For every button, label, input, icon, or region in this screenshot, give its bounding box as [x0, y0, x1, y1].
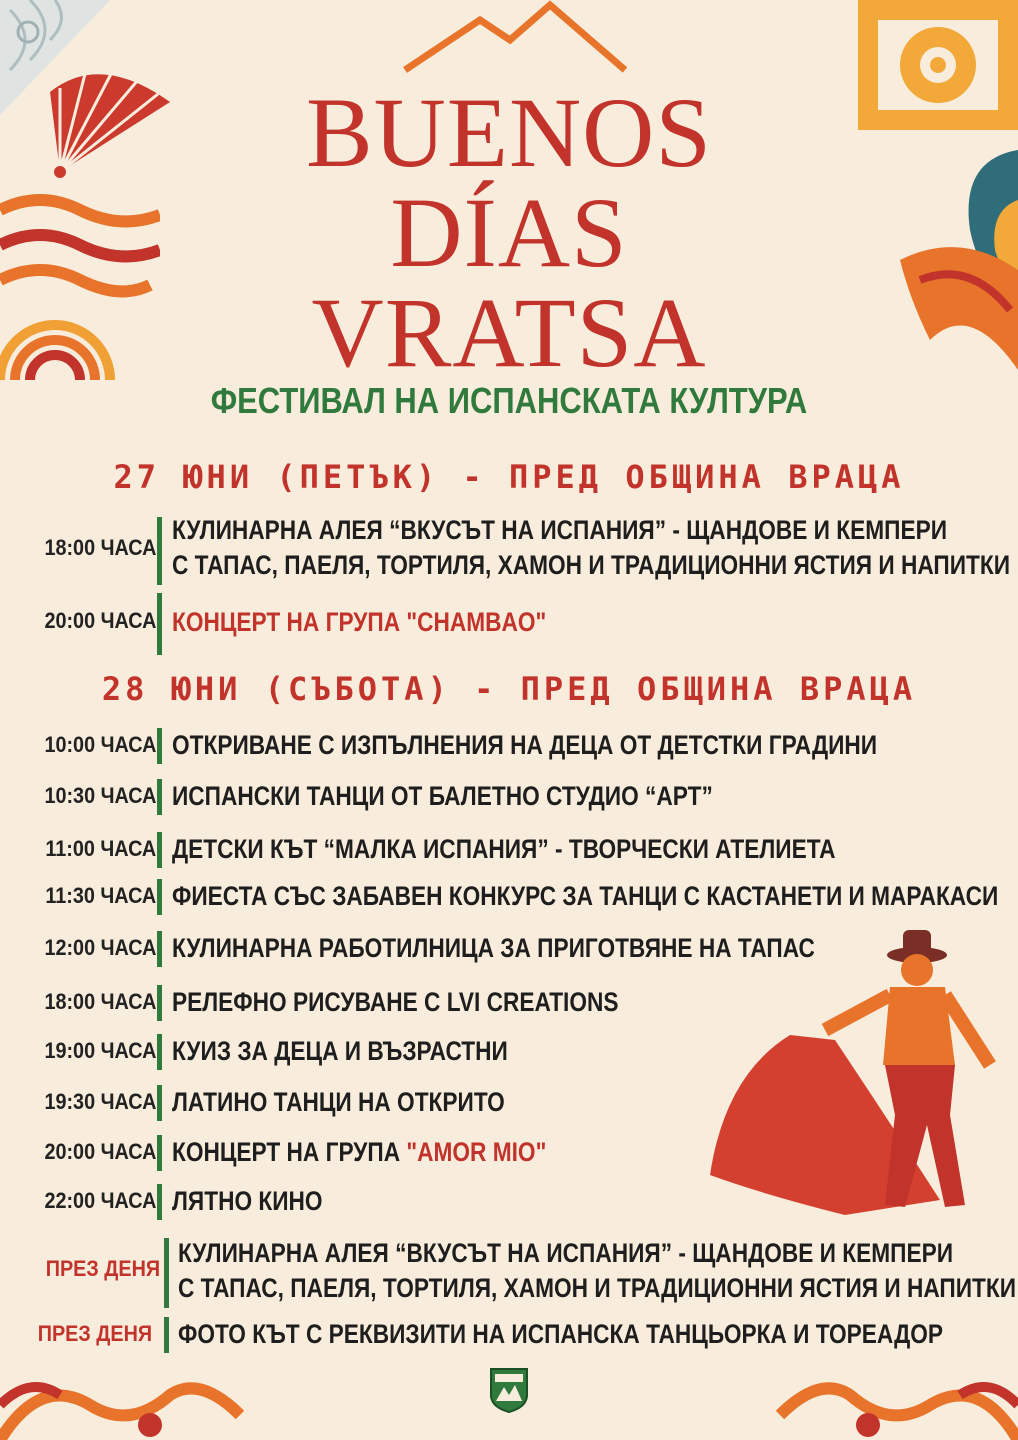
- event-text: [172, 1135, 546, 1169]
- divider: [157, 728, 162, 764]
- mountain-icon: [400, 0, 630, 75]
- event-time: 10:30 ЧАСА: [44, 783, 156, 808]
- event-text: ЛЯТНО КИНО: [172, 1186, 323, 1216]
- day1-heading: 27 ЮНИ (ПЕТЪК) - ПРЕД ОБЩИНА ВРАЦА: [113, 458, 905, 496]
- event-time: 20:00 ЧАСА: [44, 1139, 156, 1164]
- event-text: ФОТО КЪТ С РЕКВИЗИТИ НА ИСПАНСКА ТАНЦЬОРКА И ТОРЕАДОР: [178, 1319, 944, 1349]
- divider: [164, 1317, 169, 1353]
- divider: [157, 517, 162, 585]
- event-text: С ТАПАС, ПАЕЛЯ, ТОРТИЛЯ, ХАМОН И ТРАДИЦИОННИ ЯСТИЯ И НАПИТКИ: [178, 1273, 1017, 1303]
- event-time: 19:00 ЧАСА: [44, 1038, 156, 1063]
- event-time: 18:00 ЧАСА: [44, 989, 156, 1014]
- divider: [157, 1034, 162, 1070]
- event-text: КУЛИНАРНА АЛЕЯ “ВКУСЪТ НА ИСПАНИЯ” - ЩАНДОВЕ И КЕМПЕРИ: [172, 515, 948, 545]
- event-time: 22:00 ЧАСА: [44, 1188, 156, 1213]
- divider: [157, 931, 162, 967]
- vratsa-logo: [489, 1367, 529, 1413]
- event-text: ДЕТСКИ КЪТ “МАЛКА ИСПАНИЯ” - ТВОРЧЕСКИ АТЕЛИЕТА: [172, 834, 836, 864]
- divider: [157, 832, 162, 868]
- event-text: ЛАТИНО ТАНЦИ НА ОТКРИТО: [172, 1087, 505, 1117]
- band-name: "AMOR MIO": [406, 1137, 547, 1167]
- event-text: КУЛИНАРНА РАБОТИЛНИЦА ЗА ПРИГОТВЯНЕ НА ТАПАС: [172, 933, 815, 963]
- event-text: С ТАПАС, ПАЕЛЯ, ТОРТИЛЯ, ХАМОН И ТРАДИЦИОННИ ЯСТИЯ И НАПИТКИ: [172, 550, 1011, 580]
- event-time: ПРЕЗ ДЕНЯ: [45, 1256, 160, 1281]
- event-text: ИСПАНСКИ ТАНЦИ ОТ БАЛЕТНО СТУДИО “АРТ”: [172, 781, 713, 811]
- scroll-bottom-left: [0, 1355, 260, 1440]
- event-time: 11:30 ЧАСА: [45, 883, 156, 908]
- event-text: КУЛИНАРНА АЛЕЯ “ВКУСЪТ НА ИСПАНИЯ” - ЩАНДОВЕ И КЕМПЕРИ: [178, 1238, 954, 1268]
- event-time: 18:00 ЧАСА: [44, 535, 156, 560]
- divider: [157, 593, 162, 655]
- scroll-bottom-right: [740, 1355, 1018, 1440]
- day2-heading: 28 ЮНИ (СЪБОТА) - ПРЕД ОБЩИНА ВРАЦА: [101, 670, 917, 708]
- event-text: РЕЛЕФНО РИСУВАНЕ С LVI CREATIONS: [172, 987, 619, 1017]
- event-time: 10:00 ЧАСА: [44, 732, 156, 757]
- divider: [157, 985, 162, 1021]
- event-time: 11:00 ЧАСА: [45, 836, 156, 861]
- festival-subtitle: ФЕСТИВАЛ НА ИСПАНСКАТА КУЛТУРА: [210, 380, 808, 421]
- title-line-1: BUENOS: [305, 77, 713, 188]
- event-text: ОТКРИВАНЕ С ИЗПЪЛНЕНИЯ НА ДЕЦА ОТ ДЕТСТКИ ГРАДИНИ: [172, 730, 878, 760]
- title-line-2: DÍAS: [390, 177, 628, 288]
- divider: [157, 879, 162, 915]
- divider: [157, 1135, 162, 1171]
- event-time: 12:00 ЧАСА: [44, 935, 156, 960]
- divider: [157, 779, 162, 815]
- event-text: КУИЗ ЗА ДЕЦА И ВЪЗРАСТНИ: [172, 1036, 508, 1066]
- event-time: 19:30 ЧАСА: [44, 1089, 156, 1114]
- divider: [157, 1184, 162, 1220]
- event-text: КОНЦЕРТ НА ГРУПА "CHAMBAO": [172, 607, 547, 637]
- event-time: 20:00 ЧАСА: [44, 608, 156, 633]
- title-line-3: VRATSA: [311, 277, 707, 388]
- divider: [157, 1085, 162, 1121]
- divider: [164, 1238, 169, 1308]
- event-time: ПРЕЗ ДЕНЯ: [37, 1321, 152, 1346]
- event-text-prefix: КОНЦЕРТ НА ГРУПА: [172, 1137, 407, 1167]
- coat-of-arms-icon: [489, 1367, 529, 1413]
- event-text: ФИЕСТА СЪС ЗАБАВЕН КОНКУРС ЗА ТАНЦИ С КАСТАНЕТИ И МАРАКАСИ: [172, 881, 999, 911]
